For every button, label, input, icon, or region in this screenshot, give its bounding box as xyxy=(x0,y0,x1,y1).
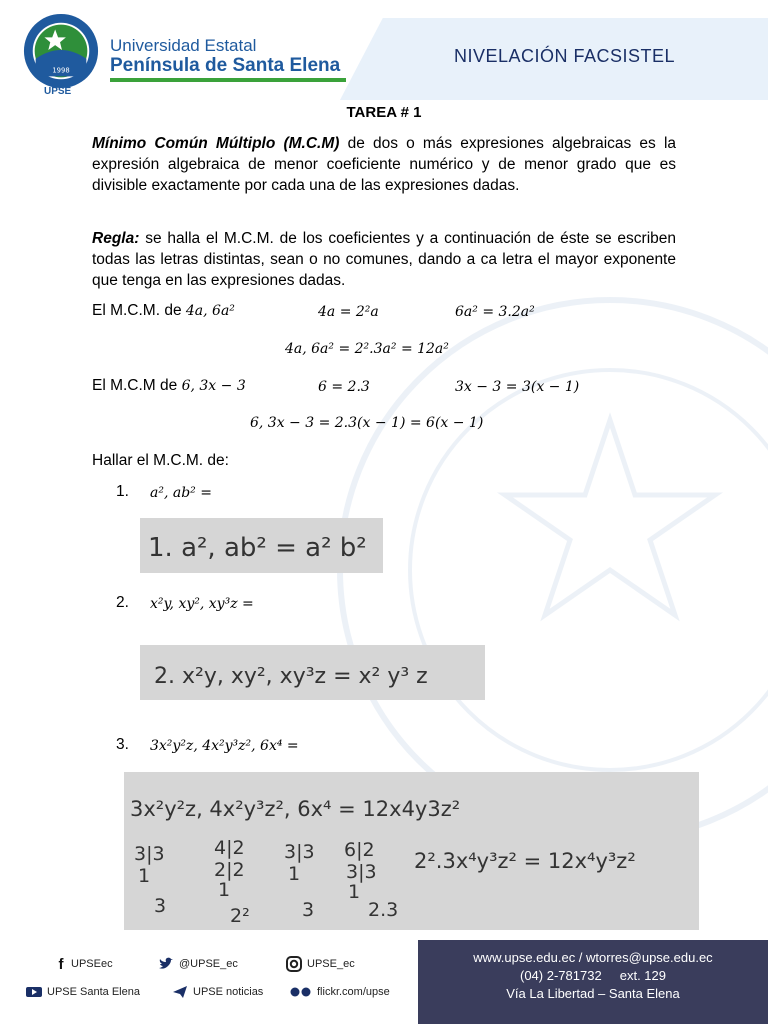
contact-phone: (04) 2-781732 ext. 129 xyxy=(520,968,666,983)
instagram-handle: UPSE_ec xyxy=(307,957,355,970)
factor-col1-result: 3 xyxy=(154,895,167,917)
exercise-heading: Hallar el M.C.M. de: xyxy=(92,452,229,469)
factor-col1-row1: 3|3 xyxy=(134,843,165,865)
exercise2-number: 2. xyxy=(116,594,129,611)
brand-underline xyxy=(110,78,346,82)
example1-step1: 4a = 2²a xyxy=(318,304,379,320)
rule-text: se halla el M.C.M. de los coeficientes y a continuación de éste se escriben todas las letras distintas, sean o no comunes, dando a ca letra el mayor exponente que tenga en las expresiones dadas. xyxy=(92,230,676,289)
definition-text: de dos o más expresiones algebraicas es la expresión algebraica de menor coeficiente numérico y de menor grado que es divisible exactamente por cada una de las expresiones dadas. xyxy=(92,135,677,194)
factor-col3-row1: 3|3 xyxy=(284,841,315,863)
seal-label: UPSE xyxy=(44,86,72,97)
exercise3-answer-line1: 3x²y²z, 4x²y³z², 6x⁴ = 12x4y3z² xyxy=(130,797,461,821)
telegram-handle: UPSE noticias xyxy=(193,985,264,998)
flickr-handle: flickr.com/upse xyxy=(317,985,390,998)
rule-paragraph xyxy=(92,228,676,291)
footer-twitter-link[interactable] xyxy=(158,956,238,972)
exercise1-expr: a², ab² = xyxy=(150,485,212,501)
exercise2-handwritten-answer xyxy=(140,645,485,700)
factor-col4-row2: 3|3 xyxy=(346,861,377,883)
university-name-line1: Universidad Estatal xyxy=(110,36,257,55)
example1-prefix: El M.C.M. de xyxy=(92,302,186,319)
seal-year: 1998 xyxy=(52,66,70,75)
facebook-handle: UPSEec xyxy=(71,957,113,970)
flickr-icon xyxy=(290,984,312,1000)
factor-col3-row2: 1 xyxy=(288,863,301,885)
exercise3-number: 3. xyxy=(116,736,129,753)
facebook-icon: f xyxy=(56,956,66,972)
exercise3-expr: 3x²y²z, 4x²y³z², 6x⁴ = xyxy=(150,738,299,754)
example2-line xyxy=(92,377,246,395)
factor-col3-result: 3 xyxy=(302,899,315,921)
twitter-handle: @UPSE_ec xyxy=(179,957,238,970)
definition-term: Mínimo Común Múltiplo (M.C.M) xyxy=(92,135,340,152)
footer-flickr-link[interactable] xyxy=(290,984,390,1000)
instagram-icon xyxy=(286,956,302,972)
example1-result: 4a, 6a² = 2².3a² = 12a² xyxy=(285,341,449,357)
factor-col2-result: 2² xyxy=(230,905,250,927)
youtube-icon xyxy=(26,984,42,1000)
factor-col1-row2: 1 xyxy=(138,865,151,887)
footer-youtube-link[interactable] xyxy=(26,984,140,1000)
exercise1-handwritten-answer xyxy=(140,518,383,573)
factor-col2-row2: 2|2 xyxy=(214,859,245,881)
footer-facebook-link[interactable] xyxy=(56,956,113,972)
rule-label: Regla: xyxy=(92,230,140,247)
contact-address: Vía La Libertad – Santa Elena xyxy=(506,986,680,1001)
exercise2-answer-text: 2. x²y, xy², xy³z = x² y³ z xyxy=(154,664,428,689)
document-title: TAREA # 1 xyxy=(346,104,422,121)
factor-col4-result: 2.3 xyxy=(368,899,399,921)
seal-watermark xyxy=(330,290,768,850)
example2-step1: 6 = 2.3 xyxy=(318,379,370,395)
definition-paragraph xyxy=(92,133,676,196)
footer-telegram-link[interactable] xyxy=(172,984,263,1000)
exercise1-answer-text: 1. a², ab² = a² b² xyxy=(148,533,367,563)
program-title: NIVELACIÓN FACSISTEL xyxy=(454,46,676,66)
contact-web: www.upse.edu.ec / wtorres@upse.edu.ec xyxy=(473,950,713,965)
exercise3-handwritten-answer xyxy=(124,772,699,930)
example2-expr: 6, 3x − 3 xyxy=(181,378,246,394)
example2-step2: 3x − 3 = 3(x − 1) xyxy=(455,379,580,395)
example1-expr: 4a, 6a² xyxy=(185,303,235,319)
exercise3-answer-line2: 2².3x⁴y³z² = 12x⁴y³z² xyxy=(414,849,636,873)
factor-col4-row1: 6|2 xyxy=(344,839,375,861)
twitter-icon xyxy=(158,956,174,972)
factor-col4-row3: 1 xyxy=(348,881,361,903)
telegram-icon xyxy=(172,984,188,1000)
factor-col2-row1: 4|2 xyxy=(214,837,245,859)
footer-instagram-link[interactable] xyxy=(286,956,355,972)
university-name-line2: Península de Santa Elena xyxy=(110,55,341,76)
exercise2-expr: x²y, xy², xy³z = xyxy=(150,596,254,612)
example1-line xyxy=(92,302,235,320)
example2-result: 6, 3x − 3 = 2.3(x − 1) = 6(x − 1) xyxy=(250,415,484,431)
example1-step2: 6a² = 3.2a² xyxy=(455,304,535,320)
university-seal-logo xyxy=(22,12,100,90)
youtube-handle: UPSE Santa Elena xyxy=(47,985,140,998)
factor-col2-row3: 1 xyxy=(218,879,231,901)
example2-prefix: El M.C.M de xyxy=(92,377,182,394)
exercise1-number: 1. xyxy=(116,483,129,500)
